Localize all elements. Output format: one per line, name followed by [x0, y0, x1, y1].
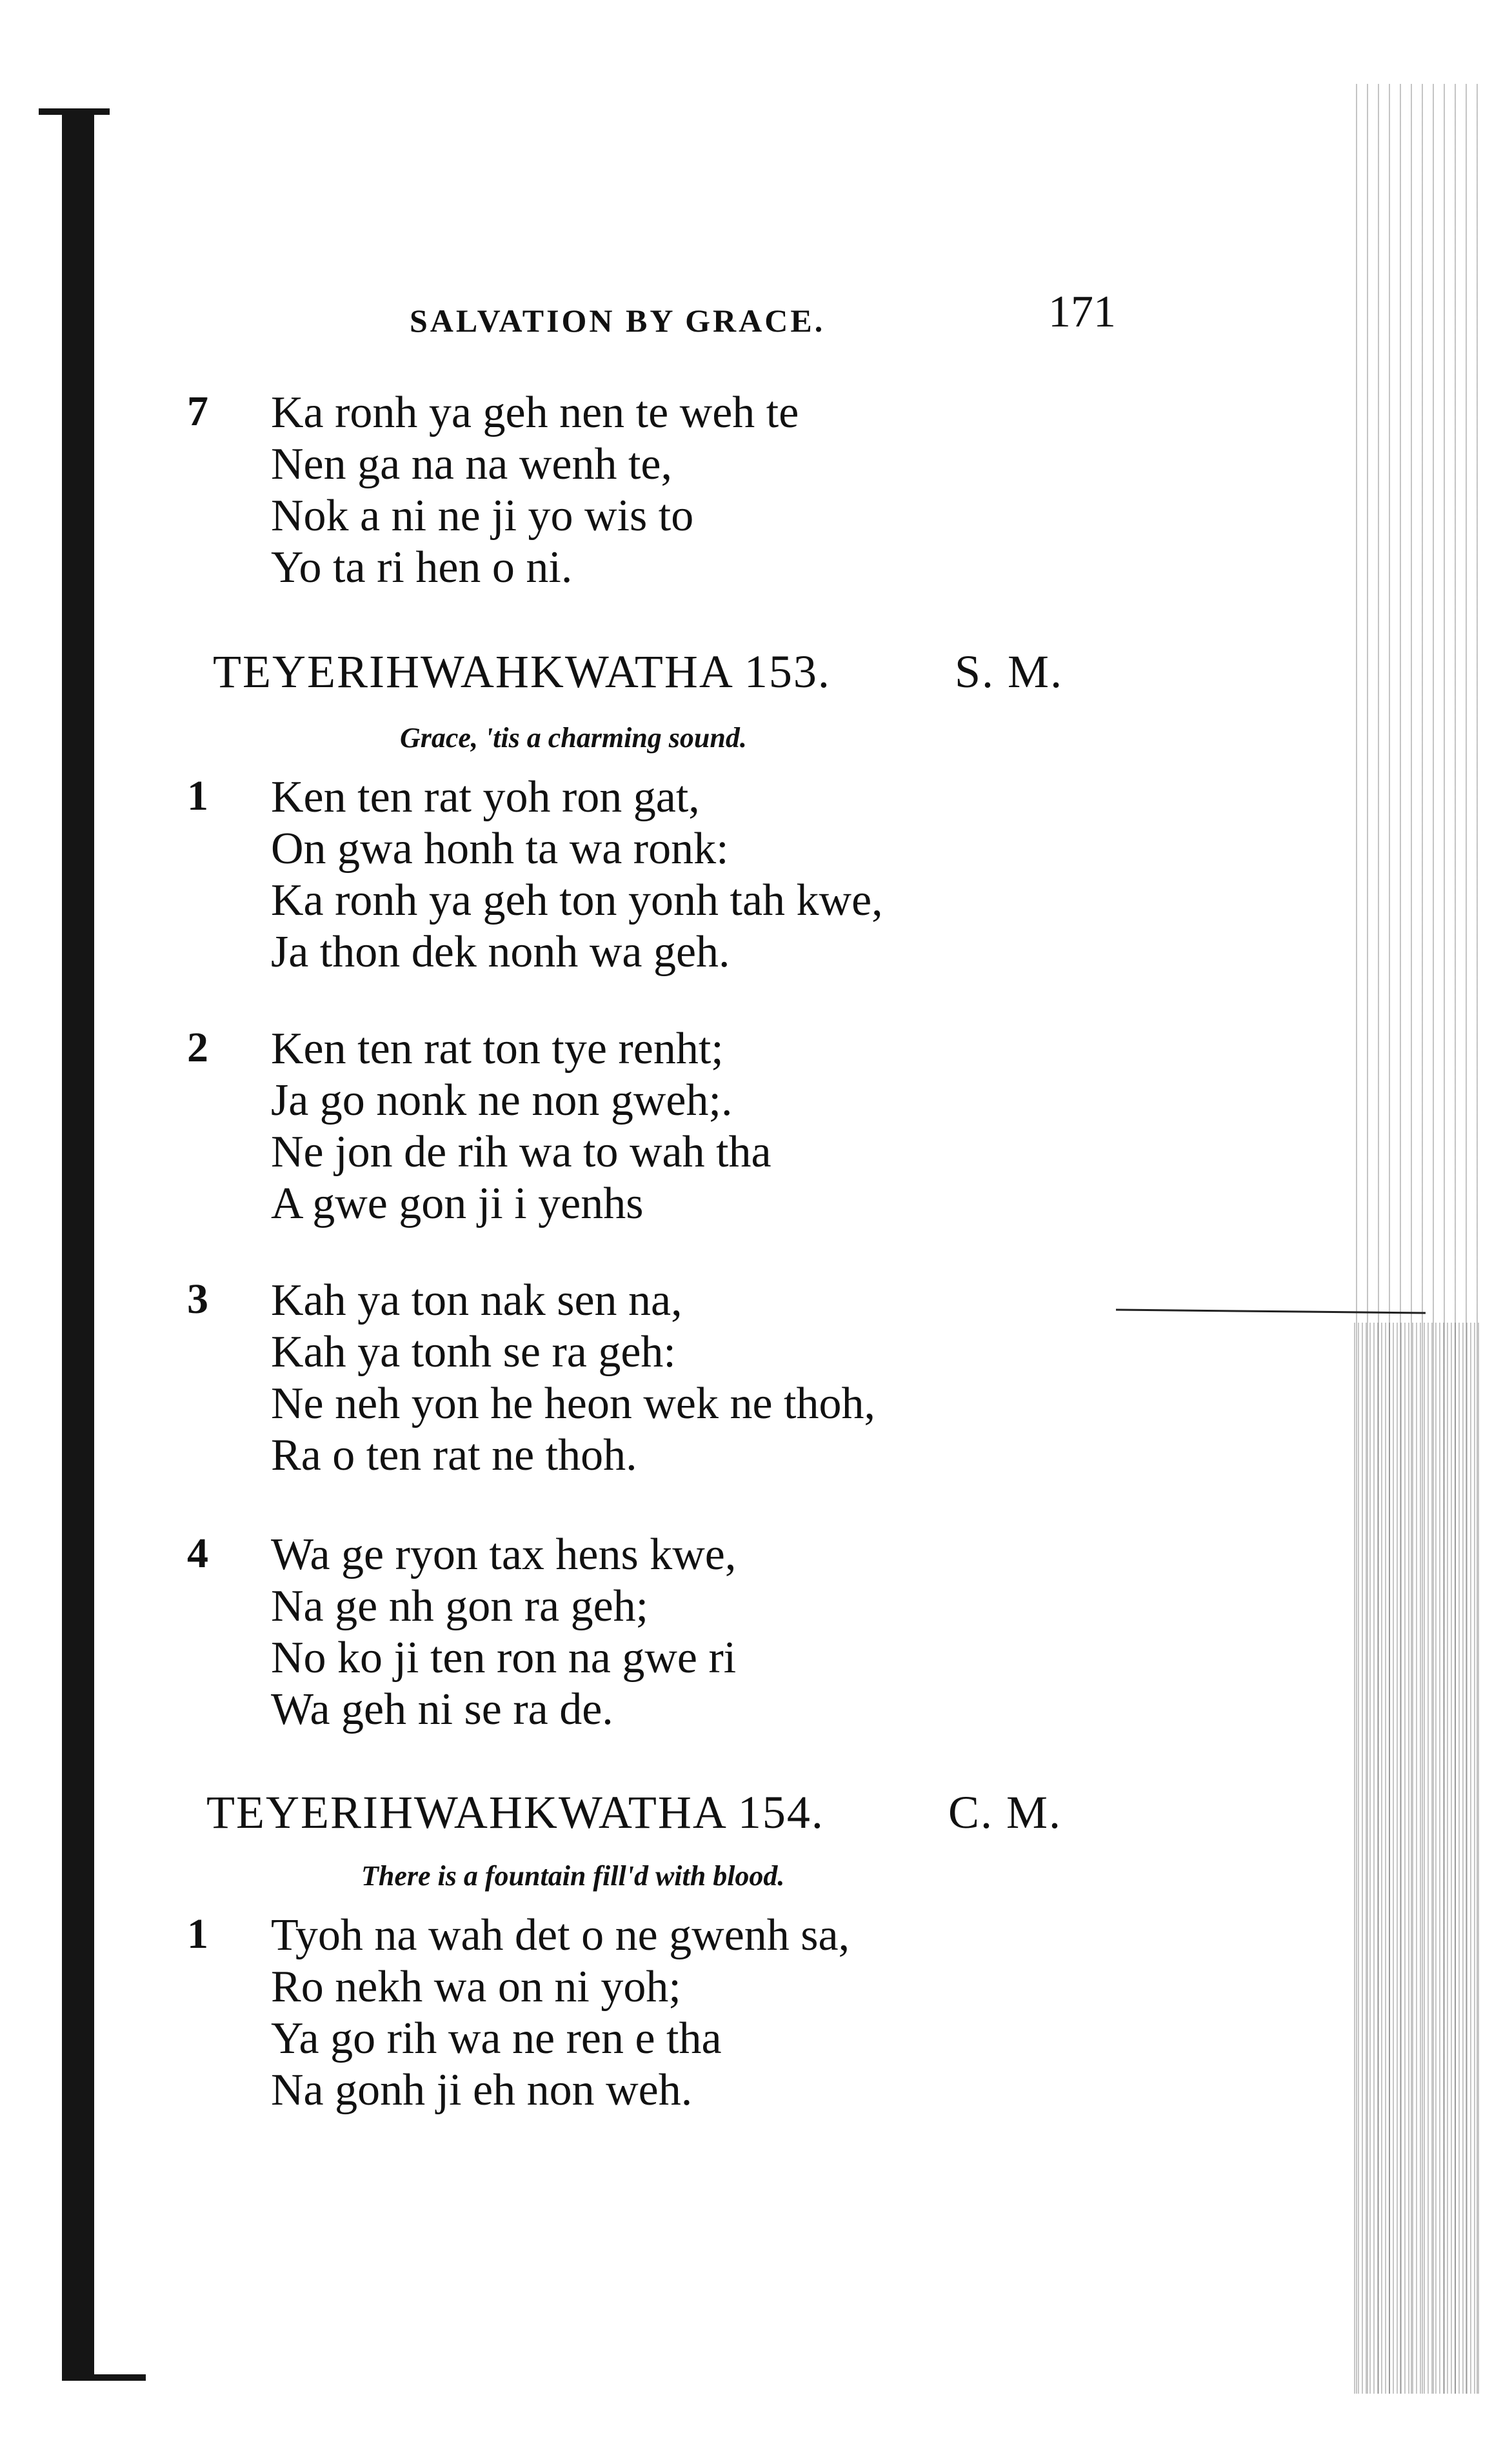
book-spine [62, 108, 94, 2381]
page-header [239, 284, 1129, 348]
hymn-title: TEYERIHWAHKWATHA 154. [206, 1787, 824, 1838]
verse-line: Ra o ten rat ne thoh. [271, 1430, 637, 1480]
verse-line: Ro nekh wa on ni yoh; [271, 1962, 681, 2012]
stanza-number: 7 [187, 388, 208, 435]
verse-line: Kah ya tonh se ra geh: [271, 1327, 676, 1377]
page-number: 171 [1048, 287, 1116, 337]
hymn-first-line-english: There is a fountain fill'd with blood. [361, 1860, 785, 1892]
hymn-title: TEYERIHWAHKWATHA 153. [213, 646, 831, 697]
verse-line: Ja thon dek nonh wa geh. [271, 927, 730, 977]
hymn-first-line-english: Grace, 'tis a charming sound. [400, 722, 747, 754]
verse-line: Ka ronh ya geh nen te weh te [271, 388, 799, 437]
stanza-number: 3 [187, 1276, 208, 1323]
verse-line: Ne neh yon he heon wek ne thoh, [271, 1379, 875, 1428]
page-edge-shadow-lower [1351, 1323, 1480, 2394]
verse-line: Ka ronh ya geh ton yonh tah kwe, [271, 876, 883, 925]
hymn-meter: C. M. [948, 1787, 1062, 1838]
verse-line: Ja go nonk ne non gweh;. [271, 1076, 733, 1125]
verse-line: Na gonh ji eh non weh. [271, 2065, 693, 2115]
verse-line: Ne jon de rih wa to wah tha [271, 1127, 771, 1177]
verse-line: Ya go rih wa ne ren e tha [271, 2014, 722, 2063]
verse-line: Na ge nh gon ra geh; [271, 1581, 649, 1631]
verse-line: No ko ji ten ron na gwe ri [271, 1633, 737, 1683]
verse-line: A gwe gon ji i yenhs [271, 1179, 644, 1228]
verse-line: Wa ge ryon tax hens kwe, [271, 1530, 737, 1579]
verse-line: Kah ya ton nak sen na, [271, 1276, 682, 1325]
verse-line: Nok a ni ne ji yo wis to [271, 491, 694, 541]
verse-line: Ken ten rat yoh ron gat, [271, 772, 700, 822]
verse-line: Wa geh ni se ra de. [271, 1685, 613, 1734]
running-head: SALVATION BY GRACE. [410, 303, 826, 339]
book-spine-bottom [62, 2374, 146, 2381]
verse-line: On gwa honh ta wa ronk: [271, 824, 729, 874]
stanza-number: 1 [187, 1910, 208, 1958]
hymn-meter: S. M. [955, 646, 1064, 697]
hymn-heading [206, 1786, 1097, 1839]
stanza-number: 1 [187, 772, 208, 819]
verse-line: Ken ten rat ton tye renht; [271, 1024, 724, 1074]
verse-line: Nen ga na na wenh te, [271, 439, 672, 489]
hymn-heading [213, 645, 1103, 699]
stanza-number: 4 [187, 1530, 208, 1577]
verse-line: Yo ta ri hen o ni. [271, 543, 573, 592]
stanza-number: 2 [187, 1024, 208, 1071]
verse-line: Tyoh na wah det o ne gwenh sa, [271, 1910, 850, 1960]
